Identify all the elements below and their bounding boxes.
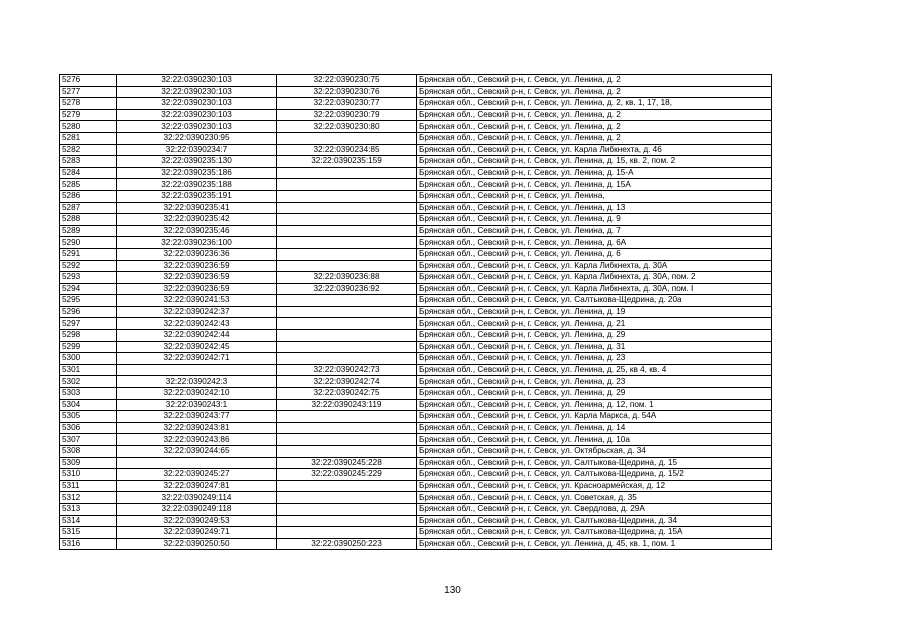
linked-cadastral-number-cell: 32:22:0390230:75 [277,75,417,87]
cadastral-number-cell: 32:22:0390235:41 [117,202,277,214]
table-row [60,492,772,504]
address-cell: Брянская обл., Севский р-н, г. Севск, ул. Ленина, д. 6 [417,248,772,260]
linked-cadastral-number-cell: 32:22:0390242:75 [277,388,417,400]
row-number-cell: 5308 [60,446,117,458]
linked-cadastral-number-cell [277,225,417,237]
row-number-cell: 5297 [60,318,117,330]
address-cell: Брянская обл., Севский р-н, г. Севск, ул. Карла Маркса, д. 54А [417,411,772,423]
cadastral-number-cell: 32:22:0390235:188 [117,179,277,191]
cadastral-number-cell: 32:22:0390230:103 [117,121,277,133]
linked-cadastral-number-cell [277,503,417,515]
cadastral-number-cell: 32:22:0390250:50 [117,538,277,550]
table-row [60,318,772,330]
cadastral-number-cell [117,364,277,376]
table-row [60,132,772,144]
address-cell: Брянская обл., Севский р-н, г. Севск, ул. Октябрьская, д. 34 [417,446,772,458]
table-row [60,295,772,307]
cadastral-number-cell: 32:22:0390242:44 [117,330,277,342]
linked-cadastral-number-cell [277,237,417,249]
table-row [60,260,772,272]
address-cell: Брянская обл., Севский р-н, г. Севск, ул. Ленина, д. 15-А [417,167,772,179]
linked-cadastral-number-cell [277,306,417,318]
linked-cadastral-number-cell [277,480,417,492]
cadastral-number-cell: 32:22:0390236:36 [117,248,277,260]
address-cell: Брянская обл., Севский р-н, г. Севск, ул. Карла Либкнехта, д. 30А, пом. 2 [417,272,772,284]
row-number-cell: 5314 [60,515,117,527]
address-cell: Брянская обл., Севский р-н, г. Севск, ул. Ленина, д. 25, кв 4, кв. 4 [417,364,772,376]
cadastral-number-cell: 32:22:0390243:77 [117,411,277,423]
row-number-cell: 5306 [60,422,117,434]
address-cell: Брянская обл., Севский р-н, г. Севск, ул. Ленина, д. 23 [417,376,772,388]
cadastral-number-cell: 32:22:0390235:42 [117,214,277,226]
table-row [60,214,772,226]
row-number-cell: 5305 [60,411,117,423]
cadastral-number-cell: 32:22:0390235:191 [117,190,277,202]
row-number-cell: 5277 [60,86,117,98]
address-cell: Брянская обл., Севский р-н, г. Севск, ул. Ленина, д. 21 [417,318,772,330]
page-number: 130 [444,585,461,596]
address-cell: Брянская обл., Севский р-н, г. Севск, ул. Ленина, д. 2 [417,86,772,98]
linked-cadastral-number-cell [277,295,417,307]
address-cell: Брянская обл., Севский р-н, г. Севск, ул. Ленина, д. 45, кв. 1, пом. 1 [417,538,772,550]
table-row [60,179,772,191]
cadastral-number-cell: 32:22:0390243:86 [117,434,277,446]
row-number-cell: 5294 [60,283,117,295]
address-cell: Брянская обл., Севский р-н, г. Севск, ул. Ленина, д. 2, кв. 1, 17, 18, [417,98,772,110]
row-number-cell: 5307 [60,434,117,446]
row-number-cell: 5298 [60,330,117,342]
table-row [60,469,772,481]
linked-cadastral-number-cell [277,330,417,342]
cadastral-number-cell: 32:22:0390230:103 [117,109,277,121]
table-row [60,376,772,388]
linked-cadastral-number-cell: 32:22:0390242:73 [277,364,417,376]
address-cell: Брянская обл., Севский р-н, г. Севск, ул. Советская, д. 35 [417,492,772,504]
address-cell: Брянская обл., Севский р-н, г. Севск, ул. Красноармейская, д. 12 [417,480,772,492]
address-cell: Брянская обл., Севский р-н, г. Севск, ул. Ленина, [417,190,772,202]
table-row [60,98,772,110]
linked-cadastral-number-cell: 32:22:0390243:119 [277,399,417,411]
table-row [60,156,772,168]
cadastral-number-cell: 32:22:0390230:103 [117,75,277,87]
linked-cadastral-number-cell: 32:22:0390245:229 [277,469,417,481]
row-number-cell: 5310 [60,469,117,481]
table-row [60,202,772,214]
cadastral-number-cell: 32:22:0390234:7 [117,144,277,156]
table-row [60,538,772,550]
cadastral-number-cell: 32:22:0390235:130 [117,156,277,168]
table-row [60,144,772,156]
row-number-cell: 5282 [60,144,117,156]
registry-table [59,74,772,550]
row-number-cell: 5300 [60,353,117,365]
address-cell: Брянская обл., Севский р-н, г. Севск, ул. Ленина, д. 7 [417,225,772,237]
cadastral-number-cell: 32:22:0390242:71 [117,353,277,365]
table-row [60,503,772,515]
linked-cadastral-number-cell [277,353,417,365]
linked-cadastral-number-cell: 32:22:0390230:77 [277,98,417,110]
address-cell: Брянская обл., Севский р-н, г. Севск, ул. Ленина, д. 19 [417,306,772,318]
row-number-cell: 5292 [60,260,117,272]
row-number-cell: 5281 [60,132,117,144]
cadastral-number-cell: 32:22:0390230:95 [117,132,277,144]
row-number-cell: 5290 [60,237,117,249]
table-row [60,75,772,87]
address-cell: Брянская обл., Севский р-н, г. Севск, ул. Ленина, д. 9 [417,214,772,226]
table-row [60,272,772,284]
cadastral-number-cell: 32:22:0390242:10 [117,388,277,400]
row-number-cell: 5295 [60,295,117,307]
table-row [60,364,772,376]
cadastral-number-cell: 32:22:0390244:65 [117,446,277,458]
linked-cadastral-number-cell [277,434,417,446]
row-number-cell: 5286 [60,190,117,202]
address-cell: Брянская обл., Севский р-н, г. Севск, ул. Ленина, д. 12, пом. 1 [417,399,772,411]
cadastral-number-cell: 32:22:0390243:1 [117,399,277,411]
row-number-cell: 5313 [60,503,117,515]
row-number-cell: 5303 [60,388,117,400]
cadastral-number-cell: 32:22:0390242:45 [117,341,277,353]
row-number-cell: 5299 [60,341,117,353]
cadastral-number-cell: 32:22:0390247:81 [117,480,277,492]
address-cell: Брянская обл., Севский р-н, г. Севск, ул. Ленина, д. 29 [417,330,772,342]
cadastral-number-cell [117,457,277,469]
linked-cadastral-number-cell: 32:22:0390250:223 [277,538,417,550]
table-row [60,527,772,539]
cadastral-number-cell: 32:22:0390242:37 [117,306,277,318]
linked-cadastral-number-cell: 32:22:0390230:76 [277,86,417,98]
row-number-cell: 5309 [60,457,117,469]
address-cell: Брянская обл., Севский р-н, г. Севск, ул. Карла Либкнехта, д. 30А, пом. I [417,283,772,295]
row-number-cell: 5316 [60,538,117,550]
row-number-cell: 5312 [60,492,117,504]
table-row [60,341,772,353]
cadastral-number-cell: 32:22:0390230:103 [117,86,277,98]
linked-cadastral-number-cell [277,492,417,504]
table-row [60,446,772,458]
row-number-cell: 5278 [60,98,117,110]
address-cell: Брянская обл., Севский р-н, г. Севск, ул. Ленина, д. 6А [417,237,772,249]
table-row [60,399,772,411]
address-cell: Брянская обл., Севский р-н, г. Севск, ул. Ленина, д. 15А [417,179,772,191]
cadastral-number-cell: 32:22:0390230:103 [117,98,277,110]
table-row [60,422,772,434]
cadastral-number-cell: 32:22:0390241:53 [117,295,277,307]
linked-cadastral-number-cell: 32:22:0390235:159 [277,156,417,168]
address-cell: Брянская обл., Севский р-н, г. Севск, ул. Салтыкова-Щедрина, д. 15/2 [417,469,772,481]
address-cell: Брянская обл., Севский р-н, г. Севск, ул. Ленина, д. 2 [417,132,772,144]
table-row [60,237,772,249]
address-cell: Брянская обл., Севский р-н, г. Севск, ул. Ленина, д. 2 [417,75,772,87]
table-row [60,306,772,318]
table-row [60,388,772,400]
table-row [60,411,772,423]
linked-cadastral-number-cell [277,167,417,179]
address-cell: Брянская обл., Севский р-н, г. Севск, ул. Салтыкова-Щедрина, д. 20а [417,295,772,307]
address-cell: Брянская обл., Севский р-н, г. Севск, ул. Салтыкова-Щедрина, д. 15А [417,527,772,539]
linked-cadastral-number-cell [277,202,417,214]
linked-cadastral-number-cell: 32:22:0390230:80 [277,121,417,133]
table-row [60,330,772,342]
cadastral-number-cell: 32:22:0390249:114 [117,492,277,504]
linked-cadastral-number-cell [277,318,417,330]
row-number-cell: 5304 [60,399,117,411]
cadastral-number-cell: 32:22:0390242:43 [117,318,277,330]
linked-cadastral-number-cell [277,527,417,539]
linked-cadastral-number-cell [277,190,417,202]
row-number-cell: 5293 [60,272,117,284]
cadastral-number-cell: 32:22:0390236:59 [117,260,277,272]
linked-cadastral-number-cell: 32:22:0390230:79 [277,109,417,121]
cadastral-number-cell: 32:22:0390245:27 [117,469,277,481]
address-cell: Брянская обл., Севский р-н, г. Севск, ул. Ленина, д. 2 [417,121,772,133]
row-number-cell: 5291 [60,248,117,260]
address-cell: Брянская обл., Севский р-н, г. Севск, ул. Карла Либкнехта, д. 46 [417,144,772,156]
row-number-cell: 5302 [60,376,117,388]
cadastral-number-cell: 32:22:0390235:46 [117,225,277,237]
address-cell: Брянская обл., Севский р-н, г. Севск, ул. Ленина, д. 15, кв. 2, пом. 2 [417,156,772,168]
linked-cadastral-number-cell [277,248,417,260]
table-row [60,121,772,133]
cadastral-number-cell: 32:22:0390242:3 [117,376,277,388]
table-row [60,283,772,295]
table-row [60,109,772,121]
table-row [60,225,772,237]
address-cell: Брянская обл., Севский р-н, г. Севск, ул. Ленина, д. 23 [417,353,772,365]
table-row [60,457,772,469]
linked-cadastral-number-cell: 32:22:0390245:228 [277,457,417,469]
cadastral-number-cell: 32:22:0390236:100 [117,237,277,249]
address-cell: Брянская обл., Севский р-н, г. Севск, ул. Ленина, д. 10а [417,434,772,446]
table-row [60,190,772,202]
table-row [60,86,772,98]
address-cell: Брянская обл., Севский р-н, г. Севск, ул. Карла Либкнехта, д. 30А [417,260,772,272]
row-number-cell: 5296 [60,306,117,318]
address-cell: Брянская обл., Севский р-н, г. Севск, ул. Ленина, д. 31 [417,341,772,353]
linked-cadastral-number-cell [277,515,417,527]
cadastral-number-cell: 32:22:0390236:59 [117,272,277,284]
linked-cadastral-number-cell [277,446,417,458]
linked-cadastral-number-cell [277,132,417,144]
row-number-cell: 5301 [60,364,117,376]
row-number-cell: 5279 [60,109,117,121]
table-row [60,515,772,527]
row-number-cell: 5276 [60,75,117,87]
table-row [60,167,772,179]
linked-cadastral-number-cell: 32:22:0390242:74 [277,376,417,388]
cadastral-number-cell: 32:22:0390249:118 [117,503,277,515]
row-number-cell: 5285 [60,179,117,191]
row-number-cell: 5288 [60,214,117,226]
linked-cadastral-number-cell [277,411,417,423]
address-cell: Брянская обл., Севский р-н, г. Севск, ул. Ленина, д. 29 [417,388,772,400]
address-cell: Брянская обл., Севский р-н, г. Севск, ул. Ленина, д. 2 [417,109,772,121]
row-number-cell: 5280 [60,121,117,133]
linked-cadastral-number-cell [277,422,417,434]
address-cell: Брянская обл., Севский р-н, г. Севск, ул. Свердлова, д. 29А [417,503,772,515]
linked-cadastral-number-cell [277,260,417,272]
table-row [60,480,772,492]
row-number-cell: 5315 [60,527,117,539]
linked-cadastral-number-cell: 32:22:0390234:85 [277,144,417,156]
linked-cadastral-number-cell: 32:22:0390236:92 [277,283,417,295]
linked-cadastral-number-cell [277,179,417,191]
table-row [60,248,772,260]
row-number-cell: 5311 [60,480,117,492]
row-number-cell: 5283 [60,156,117,168]
row-number-cell: 5289 [60,225,117,237]
cadastral-number-cell: 32:22:0390249:71 [117,527,277,539]
address-cell: Брянская обл., Севский р-н, г. Севск, ул. Салтыкова-Щедрина, д. 15 [417,457,772,469]
registry-table-body [60,75,772,550]
address-cell: Брянская обл., Севский р-н, г. Севск, ул. Салтыкова-Щедрина, д. 34 [417,515,772,527]
linked-cadastral-number-cell [277,214,417,226]
table-row [60,353,772,365]
row-number-cell: 5287 [60,202,117,214]
linked-cadastral-number-cell [277,341,417,353]
cadastral-number-cell: 32:22:0390249:53 [117,515,277,527]
table-row [60,434,772,446]
cadastral-number-cell: 32:22:0390236:59 [117,283,277,295]
address-cell: Брянская обл., Севский р-н, г. Севск, ул. Ленина, д. 13 [417,202,772,214]
cadastral-number-cell: 32:22:0390235:186 [117,167,277,179]
row-number-cell: 5284 [60,167,117,179]
linked-cadastral-number-cell: 32:22:0390236:88 [277,272,417,284]
cadastral-number-cell: 32:22:0390243:81 [117,422,277,434]
address-cell: Брянская обл., Севский р-н, г. Севск, ул. Ленина, д. 14 [417,422,772,434]
